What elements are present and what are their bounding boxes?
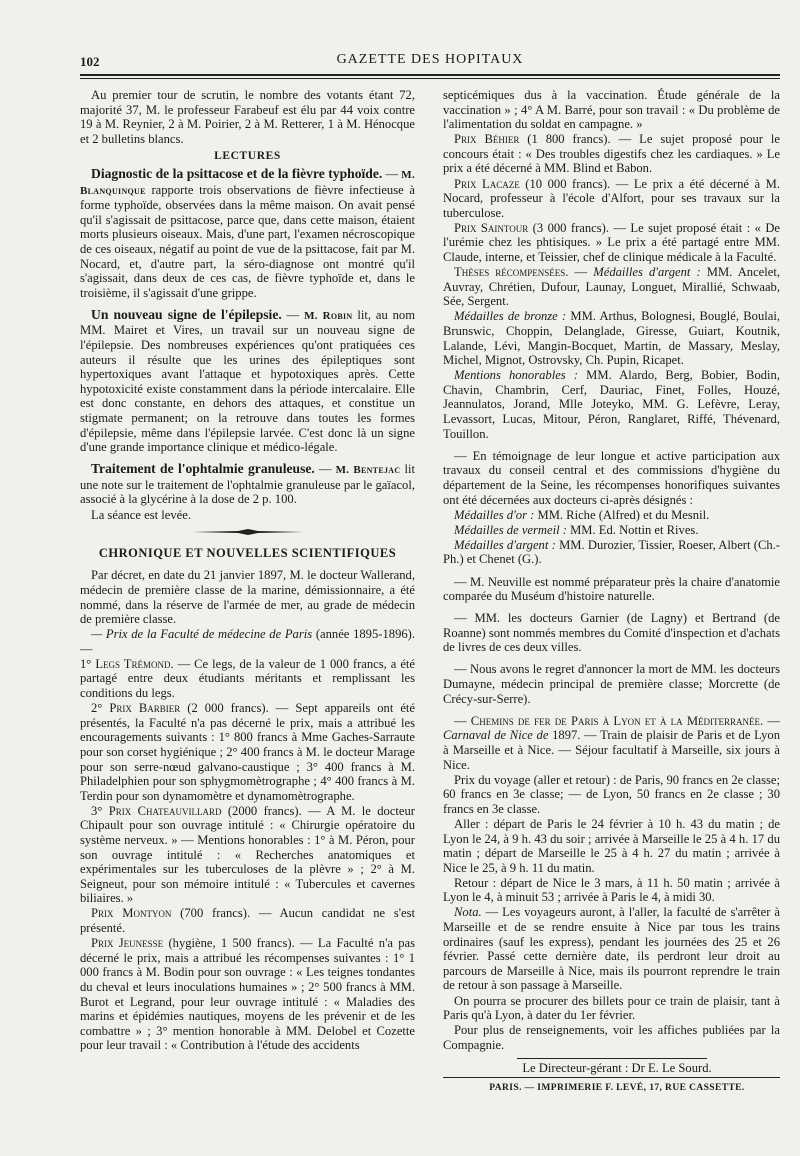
mentions-honorables: Mentions honorables : MM. Alardo, Berg, Bobier, Bodin, Chavin, Chambrin, Cerf, Dauriac, Finet, Folles, Houzé, Jeannulatos, Jorand, Mlle Joteyko, MM. G. Lefèvre, Leray, Levassort, Lucas, Mitour, Péron, Ranglaret, Riffé, Thévenard, Touillon. xyxy=(443,368,780,441)
neuville-paragraph: — M. Neuville est nommé préparateur près la chaire d'anatomie comparée du Muséum d'histoire naturelle. xyxy=(443,574,780,604)
printer-line: PARIS. — IMPRIMERIE F. LEVÉ, 17, RUE CASSETTE. xyxy=(489,1082,745,1093)
nota-paragraph: Nota. — Les voyageurs auront, à l'aller, la faculté de s'arrêter à Marseille et de se rendre ensuite à Nice par tous les trains ordinaires (sauf les express), pendant les journées des 25 et 26 février. Passé cette dernière date, ils perdront leur droit au parcours de Marseille à Nice, mais ils pourront reprendre le train de retour à son passage à Marseille. xyxy=(443,905,780,993)
prix-jeunesse: Prix Jeunesse (hygiène, 1 500 francs). — La Faculté n'a pas décerné le prix, mais a attribué les récompenses suivantes : 1° 1 000 francs à M. Bodin pour son ouvrage : « Les teignes tondantes du cheval et leurs inoculations humaines » ; 2° 500 francs à MM. Burot et Legrand, pour leur ouvrage intitulé : « Maladies des marins et épidémies nautiques, moyens de les prévenir et de les combattre » ; 3° mention honorable à MM. Delobel et Cozette pour leur travail : « Contribution à l'étude des accidents xyxy=(80,936,415,1053)
lectures-heading: LECTURES xyxy=(214,150,281,163)
page-number: 102 xyxy=(80,54,100,69)
prix-barbier: 2° Prix Barbier (2 000 francs). — Sept appareils ont été présentés, la Faculté n'a pas décerné le prix, mais a attribué les encouragements suivants : 1° 800 francs à Mme Gaches-Sarraute pour son corset hygiénique ; 2° 400 francs à M. le docteur Marage pour son serre-nœud galvano-caustique ; 3° 400 francs à M. Philadelphien pour son sphygmomètrographe ; 4° 400 francs à M. Terdin pour son dynamomètre et dynamomètrographe. xyxy=(80,701,416,803)
medailles-bronze: Médailles de bronze : MM. Arthus, Bolognesi, Bouglé, Boulai, Brunswic, Choppin, Delanglade, Giresse, Guiart, Koutnik, Lalande, Lévi, Mangin-Bocquet, Martin, de Massary, Meslay, Michel, Mignot, Ostrovsky, Ch. Pupin, Ricapet. xyxy=(443,309,780,368)
retour-paragraph: Retour : départ de Nice le 3 mars, à 11 h. 50 matin ; arrivée à Lyon le 4, à minuit 53 ; arrivée à Paris le 4, à midi 30. xyxy=(443,875,780,905)
aller-paragraph: Aller : départ de Paris le 24 février à 10 h. 43 du matin ; de Lyon le 24, à 9 h. 43 du soir ; arrivée à Marseille le 25 à 4 h. 17 du matin ; départ de Marseille le 25 à 4 h. 27 du matin ; arrivée à Nice le 25, à 9 h. 11 du matin. xyxy=(443,816,780,875)
printer-rule xyxy=(443,1077,780,1078)
garnier-paragraph: — MM. les docteurs Garnier (de Lagny) et Bertrand (de Roanne) sont nommés membres du Comité d'inspection et d'achats de livres de ces deux villes. xyxy=(443,611,780,655)
right-column xyxy=(443,88,780,1096)
epilepsie-title: Un nouveau signe de l'épilepsie. xyxy=(91,306,282,322)
signature: Le Directeur-gérant : Dr E. Le Sourd. xyxy=(522,1061,712,1076)
decret-paragraph: Par décret, en date du 21 janvier 1897, M. le docteur Wallerand, médecin de première classe de la marine, démissionnaire, a été nommé, dans la réserve de l'armée de mer, au grade de médecin de première classe. xyxy=(80,568,415,627)
prix-voyage: Prix du voyage (aller et retour) : de Paris, 90 francs en 2e classe; 60 francs en 3e classe; — de Lyon, 50 francs en 2e classe ; 30 francs en 3e classe. xyxy=(443,772,780,816)
prix-saintour: Prix Saintour (3 000 francs). — Le sujet proposé était : « De l'urémie chez les phtisiques. » Le prix a été partagé entre MM. Claude, interne, et Teissier, chef de clinique médicale à la Faculté. xyxy=(443,220,780,265)
header-rule-thick xyxy=(80,74,780,76)
epilepsie-article: Un nouveau signe de l'épilepsie. — M. Robin lit, au nom MM. Mairet et Vires, un travail sur un nouveau signe de l'épilepsie. Des nombreuses expériences qu'ont pratiquées ces auteurs il résulte que les urines des épileptiques sont hypertoxiques avant l'attaque et hypotoxiques après. Cette hypotoxicité existe constamment dans la période intercalaire. Elle est donc constante, en dehors des attaques, et constitue un stigmate permanent; on la retrouve dans toutes les formes d'épilepsie, même dans l'épilepsie larvée. C'est donc là un signe d'une grande importance clinique et médico-légale. xyxy=(80,306,416,455)
page-header xyxy=(80,52,780,72)
ophtalmie-article: Traitement de l'ophtalmie granuleuse. — M. Bentejac lit une note sur le traitement de l'ophtalmie granuleuse par le gaïacol, associé à la glycérine à la dose de 2 p. 100. xyxy=(80,461,416,507)
signature-rule xyxy=(517,1058,707,1059)
prix-lacaze: Prix Lacaze (10 000 francs). — Le prix a été décerné à M. Nocard, professeur à l'école d'Alfort, pour ses travaux sur la tuberculose. xyxy=(443,176,781,220)
billets-paragraph: On pourra se procurer des billets pour ce train de plaisir, tant à Paris qu'à Lyon, à dater du 1er février. xyxy=(443,993,780,1023)
prix-faculte-heading: — Prix de la Faculté de médecine de Paris (année 1895-1896). — xyxy=(80,627,416,656)
medailles-or: Médailles d'or : MM. Riche (Alfred) et du Mesnil. xyxy=(454,507,710,522)
psittacose-author: M. Blanquinque xyxy=(80,168,415,197)
renseignements-paragraph: Pour plus de renseignements, voir les affiches publiées par la Compagnie. xyxy=(443,1023,780,1052)
header-rule-thin xyxy=(80,78,780,79)
prix-montyon: Prix Montyon (700 francs). — Aucun candidat ne s'est présenté. xyxy=(80,906,415,936)
regret-paragraph: — Nous avons le regret d'annoncer la mort de MM. les docteurs Dumayne, médecin principal de première classe; Morcrette (de Crécy-sur-Serre). xyxy=(443,662,780,706)
medailles-argent: Médailles d'argent : MM. Durozier, Tissier, Roeser, Albert (Ch.-Ph.) et Chenet (G.). xyxy=(443,537,780,567)
psittacose-title: Diagnostic de la psittacose et de la fièvre typhoïde. xyxy=(91,165,383,181)
legs-tremond: 1° Legs Trémond. — Ce legs, de la valeur de 1 000 francs, a été partagé entre deux étudiants méritants et remplissant les conditions du legs. xyxy=(80,656,416,701)
journal-title: GAZETTE DES HOPITAUX xyxy=(336,52,524,67)
chronique-heading: CHRONIQUE ET NOUVELLES SCIENTIFIQUES xyxy=(98,545,397,560)
ornament-rule-icon xyxy=(193,528,303,536)
epilepsie-author: M. Robin xyxy=(304,309,353,322)
theses-recompensees: Thèses récompensées. — Médailles d'argent : MM. Ancelet, Auvray, Chrétien, Dufour, Launay, Longuet, Mirallié, Schwaab, Sée, Sergent. xyxy=(443,265,781,309)
jeunesse-continuation: septicémiques dus à la vaccination. Étude générale de la vaccination » ; 4° A M. Barré, pour son travail : « Du problème de l'alimentation du soldat en campagne. » xyxy=(443,88,780,132)
prix-chateauvillard: 3° Prix Chateauvillard (2000 francs). — A M. le docteur Chipault pour son ouvrage intitulé : « Chirurgie opératoire du système nerveux. » — Mentions honorables : 1° à M. Péron, pour son ouvrage intitulé : « Recherches anatomiques et expérimentales sur les tuberculoses de la plèvre » ; 2° à M. Seigneut, pour son mémoire intitulé : « Tubercules et cavernes biliaires. » xyxy=(80,803,415,906)
chemins-de-fer-paragraph: — Chemins de fer de Paris à Lyon et à la Méditerranée. — Carnaval de Nice de 1897. — Train de plaisir de Paris et de Lyon à Marseille et à Nice. — Séjour facultatif à Marseille, six jours à Nice. xyxy=(443,713,780,772)
ophtalmie-author: M. Bentejac xyxy=(335,464,401,477)
prix-behier: Prix Béhier (1 800 francs). — Le sujet proposé pour le concours était : « Des troubles digestifs chez les cardiaques. » Le prix a été décerné à MM. Blind et Babon. xyxy=(443,132,781,176)
medailles-vermeil: Médailles de vermeil : MM. Ed. Nottin et Rives. xyxy=(454,522,699,537)
ornament-divider xyxy=(80,525,415,540)
seance-levee: La séance est levée. xyxy=(91,507,191,522)
temoignage-paragraph: — En témoignage de leur longue et active participation aux travaux du conseil central et des commissions d'hygiène du département de la Seine, les récompenses honorifiques suivantes ont été décernées aux docteurs ci-après désignés : xyxy=(443,448,780,507)
left-column xyxy=(80,88,415,1053)
psittacose-article: Diagnostic de la psittacose et de la fièvre typhoïde. — M. Blanquinque rapporte trois observations de fièvre infectieuse à forme typhoïde, observées dans la même maison. On avait pensé qu'il s'agissait de psittacose, parce que, dans cette maison, étaient morts plusieurs oiseaux. Mais, d'une part, l'examen nécroscopique de ces oiseaux, négatif au point de vue de la psittacose, fait par M. Nocard, et, d'autre part, la séro-diagnose ont montré qu'il s'agissait, dans deux de ces cas, de fièvre typhoïde et, dans le troisième, il s'agissait d'une grippe. xyxy=(80,165,415,300)
ophtalmie-title: Traitement de l'ophtalmie granuleuse. xyxy=(91,461,315,477)
vote-paragraph: Au premier tour de scrutin, le nombre des votants étant 72, majorité 37, M. le professeur Farabeuf est élu par 44 voix contre 19 à M. Reynier, 2 à M. Poirier, 2 à M. Retterer, 1 à M. Hénocque et 2 bulletins blancs. xyxy=(80,88,415,146)
